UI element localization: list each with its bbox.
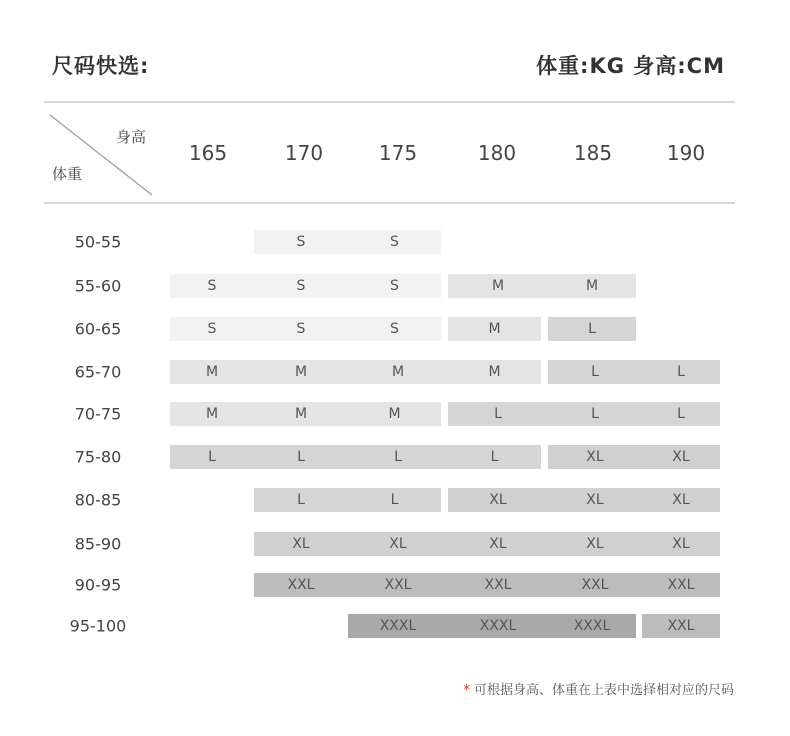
size-cell: M — [254, 402, 348, 426]
size-cell: XXXL — [448, 614, 548, 638]
size-cell: XXXL — [548, 614, 636, 638]
size-cell: S — [170, 317, 254, 341]
size-cell: XL — [448, 488, 548, 512]
size-cell: L — [548, 360, 642, 384]
size-cell: XXL — [642, 573, 720, 597]
size-cell: M — [170, 360, 254, 384]
size-cell: S — [254, 230, 348, 254]
size-cell: XXL — [348, 573, 448, 597]
corner-height-label: 身高 — [116, 128, 147, 146]
size-cell: XL — [448, 532, 548, 556]
size-cell: M — [448, 360, 541, 384]
size-cell: XL — [548, 488, 642, 512]
size-cell: L — [448, 402, 548, 426]
size-cell: S — [348, 274, 441, 298]
size-cell: XXXL — [348, 614, 448, 638]
size-cell: S — [348, 317, 441, 341]
size-cell: L — [348, 488, 441, 512]
weight-label-80-85: 80-85 — [74, 490, 122, 510]
size-cell: XL — [642, 445, 720, 469]
height-header-190: 190 — [666, 141, 706, 165]
height-header-170: 170 — [284, 141, 324, 165]
size-cell: L — [642, 402, 720, 426]
weight-label-65-70: 65-70 — [74, 362, 122, 382]
size-cell: XL — [642, 532, 720, 556]
size-cell: XXL — [642, 614, 720, 638]
height-header-175: 175 — [378, 141, 418, 165]
size-cell: XL — [548, 532, 642, 556]
size-cell: XL — [642, 488, 720, 512]
footnote-star: * — [463, 683, 470, 698]
size-cell: XL — [254, 532, 348, 556]
size-cell: L — [548, 317, 636, 341]
size-cell: L — [348, 445, 448, 469]
size-cell: L — [254, 488, 348, 512]
size-cell: M — [448, 317, 541, 341]
height-header-185: 185 — [573, 141, 613, 165]
size-cell: M — [548, 274, 636, 298]
size-cell: L — [254, 445, 348, 469]
size-cell: M — [448, 274, 548, 298]
weight-label-95-100: 95-100 — [69, 616, 127, 636]
weight-label-50-55: 50-55 — [74, 232, 122, 252]
size-cell: S — [348, 230, 441, 254]
size-cell: S — [170, 274, 254, 298]
height-header-165: 165 — [188, 141, 228, 165]
size-cell: L — [170, 445, 254, 469]
size-cell: L — [548, 402, 642, 426]
corner-weight-label: 体重 — [52, 165, 83, 183]
size-cell: XXL — [448, 573, 548, 597]
size-cell: XL — [548, 445, 642, 469]
header-divider — [44, 202, 735, 204]
units-label: 体重:KG 身高:CM — [536, 54, 725, 78]
corner-diagonal — [44, 103, 164, 202]
size-cell: S — [254, 274, 348, 298]
weight-label-70-75: 70-75 — [74, 404, 122, 424]
weight-label-60-65: 60-65 — [74, 319, 122, 339]
size-cell: XXL — [548, 573, 642, 597]
weight-label-55-60: 55-60 — [74, 276, 122, 296]
footnote-text: 可根据身高、体重在上表中选择相对应的尺码 — [469, 683, 734, 698]
size-cell: XL — [348, 532, 448, 556]
size-cell: L — [642, 360, 720, 384]
title: 尺码快选: — [52, 54, 150, 78]
footnote — [463, 679, 734, 698]
size-cell: M — [254, 360, 348, 384]
size-cell: L — [448, 445, 541, 469]
size-cell: M — [170, 402, 254, 426]
size-cell: M — [348, 360, 448, 384]
weight-label-90-95: 90-95 — [74, 575, 122, 595]
weight-label-85-90: 85-90 — [74, 534, 122, 554]
height-header-180: 180 — [477, 141, 517, 165]
weight-label-75-80: 75-80 — [74, 447, 122, 467]
size-cell: S — [254, 317, 348, 341]
size-cell: XXL — [254, 573, 348, 597]
size-cell: M — [348, 402, 441, 426]
